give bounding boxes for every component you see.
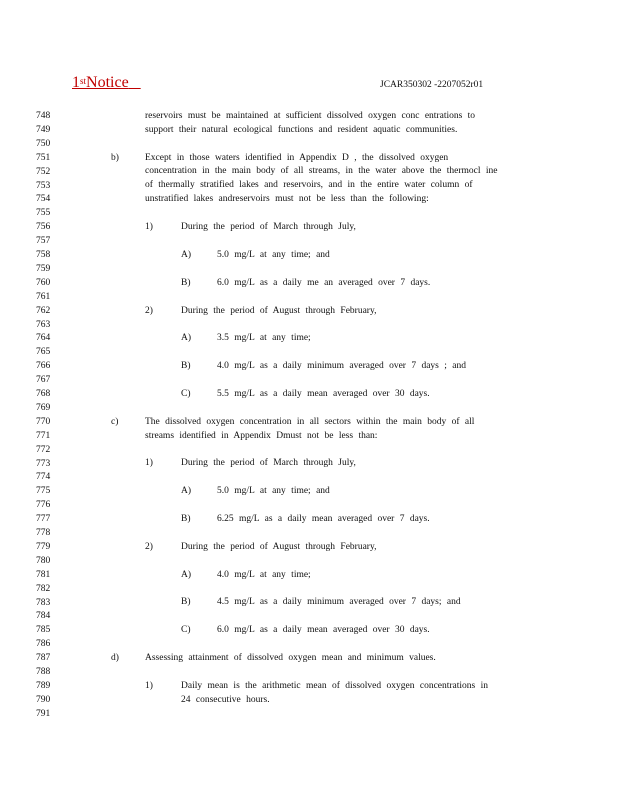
- c2a-marker: A): [181, 570, 192, 580]
- line-number: 765: [36, 347, 51, 358]
- document-code: JCAR350302 -2207052r01: [380, 80, 484, 90]
- line-number: 749: [36, 124, 51, 135]
- para-a-line-749: support their natural ecological functions and resident aquatic communities.: [145, 125, 458, 135]
- line-number: 751: [36, 152, 51, 163]
- line-number: 780: [36, 555, 51, 566]
- para-c-line-771: streams identified in Appendix Dmust not be less than:: [145, 431, 378, 441]
- line-number: 757: [36, 236, 51, 247]
- line-number: 768: [36, 389, 51, 399]
- b2c-text: 5.5 mg/L as a daily mean averaged over 30 days.: [217, 389, 430, 399]
- line-number: 778: [36, 528, 51, 538]
- line-number: 776: [36, 500, 51, 511]
- notice-word: Notice: [86, 74, 129, 91]
- c2c-marker: C): [181, 625, 191, 635]
- line-number: 786: [36, 639, 51, 650]
- line-number: 772: [36, 444, 51, 455]
- line-number: 775: [36, 486, 51, 497]
- line-number: 750: [36, 138, 51, 149]
- para-b-line-752: concentration in the main body of all streams, in the water above the thermocl ine: [145, 166, 498, 176]
- para-d-text: Assessing attainment of dissolved oxygen mean and minimum values.: [145, 653, 436, 663]
- line-number: 753: [36, 180, 51, 191]
- line-number: 754: [36, 194, 51, 205]
- d1-line-2: 24 consecutive hours.: [181, 695, 270, 705]
- line-number: 789: [36, 680, 51, 691]
- c1-marker: 1): [145, 458, 153, 468]
- line-number: 770: [36, 416, 51, 427]
- line-number: 790: [36, 694, 51, 705]
- line-number: 781: [36, 569, 51, 580]
- b1b-text: 6.0 mg/L as a daily me an averaged over 7 days.: [217, 278, 431, 288]
- b2a-text: 3.5 mg/L at any time;: [217, 333, 311, 343]
- line-number: 782: [36, 583, 51, 594]
- c1-text: During the period of March through July,: [181, 458, 356, 468]
- c1a-text: 5.0 mg/L at any time; and: [217, 486, 330, 496]
- line-number: 762: [36, 305, 51, 316]
- b1a-marker: A): [181, 250, 192, 260]
- c2a-text: 4.0 mg/L at any time;: [217, 570, 311, 580]
- b1a-text: 5.0 mg/L at any time; and: [217, 250, 330, 260]
- line-number: 785: [36, 625, 51, 636]
- b1-text: During the period of March through July,: [181, 222, 356, 232]
- line-number: 783: [36, 597, 51, 608]
- para-b-line-754: unstratified lakes andreservoirs must not be less than the following:: [145, 194, 429, 204]
- c2b-text: 4.5 mg/L as a daily minimum averaged over 7 days; and: [217, 597, 461, 607]
- b2c-marker: C): [181, 389, 191, 399]
- c2-marker: 2): [145, 542, 153, 552]
- line-number: 752: [36, 166, 51, 177]
- notice-number: 1: [72, 74, 80, 91]
- para-a-line-748: reservoirs must be maintained at sufficient dissolved oxygen conc entrations to: [145, 111, 476, 121]
- line-number: 755: [36, 208, 51, 219]
- line-number: 767: [36, 375, 51, 386]
- b2b-marker: B): [181, 361, 191, 371]
- b1-marker: 1): [145, 222, 153, 232]
- b2-text: During the period of August through February,: [181, 306, 377, 316]
- b2a-marker: A): [181, 333, 192, 343]
- line-number: 784: [36, 611, 51, 622]
- line-number: 761: [36, 291, 51, 302]
- line-number: 771: [36, 430, 51, 441]
- b2-marker: 2): [145, 306, 153, 316]
- line-number: 766: [36, 361, 51, 372]
- c1a-marker: A): [181, 486, 192, 496]
- para-c-marker: c): [111, 417, 119, 427]
- line-number: 759: [36, 263, 51, 274]
- line-number: 777: [36, 514, 51, 525]
- line-number: 773: [36, 458, 51, 469]
- b1b-marker: B): [181, 278, 191, 288]
- line-number: 760: [36, 277, 51, 288]
- line-number: 764: [36, 333, 51, 344]
- c2b-marker: B): [181, 597, 191, 607]
- line-number: 774: [36, 472, 51, 483]
- d1-line-1: Daily mean is the arithmetic mean of dissolved oxygen concentrations in: [181, 681, 489, 691]
- notice-superscript: st: [80, 76, 87, 86]
- para-b-line-753: of thermally stratified lakes and reservoirs, and in the entire water column of: [145, 180, 473, 190]
- notice-heading: [72, 74, 141, 92]
- d1-marker: 1): [145, 681, 153, 691]
- line-number: 756: [36, 222, 51, 233]
- line-number: 779: [36, 541, 51, 552]
- para-b-marker: b): [111, 153, 119, 163]
- c2c-text: 6.0 mg/L as a daily mean averaged over 30 days.: [217, 625, 430, 635]
- line-number: 791: [36, 708, 51, 719]
- line-number: 758: [36, 250, 51, 260]
- line-number: 748: [36, 111, 51, 121]
- line-number: 769: [36, 402, 51, 413]
- b2b-text: 4.0 mg/L as a daily minimum averaged over 7 days ; and: [217, 361, 466, 371]
- c1b-marker: B): [181, 514, 191, 524]
- c1b-text: 6.25 mg/L as a daily mean averaged over 7 days.: [217, 514, 430, 524]
- para-d-marker: d): [111, 653, 119, 663]
- c2-text: During the period of August through February,: [181, 542, 377, 552]
- para-c-line-770: The dissolved oxygen concentration in all sectors within the main body of all: [145, 417, 475, 427]
- line-number: 788: [36, 667, 51, 677]
- line-number: 763: [36, 319, 51, 330]
- line-number: 787: [36, 653, 51, 664]
- para-b-line-751: Except in those waters identified in Appendix D , the dissolved oxygen: [145, 153, 449, 163]
